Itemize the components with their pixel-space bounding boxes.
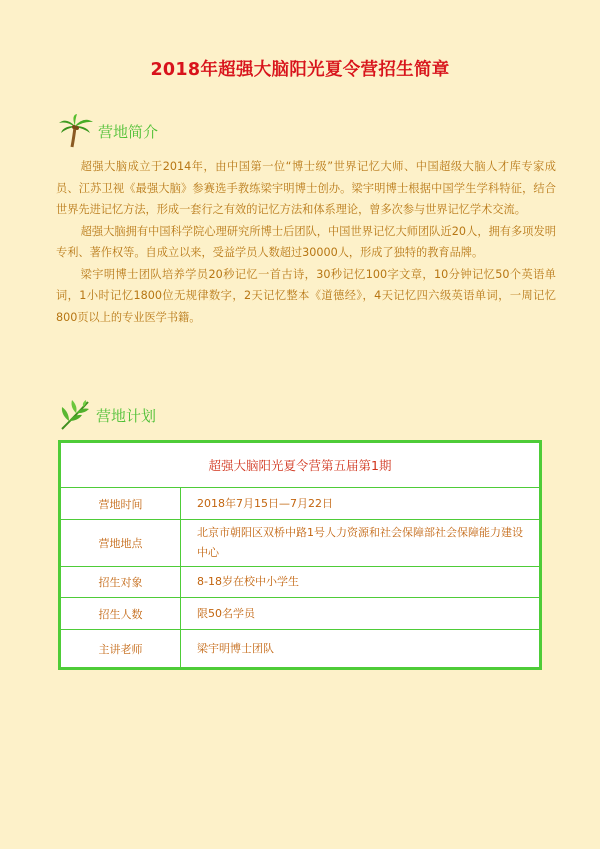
camp-plan-table [58, 440, 542, 670]
table-key: 招生人数 [61, 598, 181, 629]
table-row [61, 598, 539, 630]
plan-section-title: 营地计划 [96, 406, 157, 425]
page-title: 2018年超强大脑阳光夏令营招生简章 [150, 60, 450, 80]
leaf-branch-icon [58, 399, 92, 431]
table-value: 限50名学员 [197, 606, 255, 620]
table-row [61, 520, 539, 567]
plan-section-heading [58, 398, 156, 432]
table-row [61, 567, 539, 598]
intro-section-heading [58, 114, 158, 148]
table-value: 梁宇明博士团队 [197, 641, 274, 655]
table-value: 8-18岁在校中小学生 [197, 575, 299, 588]
table-title: 超强大脑阳光夏令营第五届第1期 [61, 443, 539, 488]
intro-paragraph: 超强大脑成立于2014年，由中国第一位“博士级”世界记忆大师、中国超级大脑人才库专家成员、江苏卫视《最强大脑》参赛选手教练梁宇明博士创办。梁宇明博士根据中国学生学科特征，结合世界先进记忆方法，形成一套行之有效的记忆方法和体系理论，曾多次参与世界记忆学术交流。 [56, 160, 556, 216]
intro-section-title: 营地简介 [98, 122, 159, 141]
intro-text [56, 156, 556, 328]
intro-paragraph: 超强大脑拥有中国科学院心理研究所博士后团队，中国世界记忆大师团队近20人，拥有多项发明专利、著作权等。自成立以来，受益学员人数超过30000人，形成了独特的教育品牌。 [56, 224, 556, 259]
table-key: 主讲老师 [61, 630, 181, 667]
palm-tree-icon [58, 114, 94, 148]
intro-paragraph: 梁宇明博士团队培养学员20秒记忆一首古诗，30秒记忆100字文章，10分钟记忆50个英语单词，1小时记忆1800位无规律数字，2天记忆整本《道德经》，4天记忆四六级英语单词，一周记忆800页以上的专业医学书籍。 [56, 267, 556, 324]
table-value: 2018年7月15日—7月22日 [197, 496, 333, 510]
table-row [61, 630, 539, 667]
table-key: 招生对象 [61, 567, 181, 597]
table-value: 北京市朝阳区双桥中路1号人力资源和社会保障部社会保障能力建设中心 [197, 526, 523, 559]
table-key: 营地时间 [61, 488, 181, 519]
table-row [61, 488, 539, 520]
table-key: 营地地点 [61, 520, 181, 566]
